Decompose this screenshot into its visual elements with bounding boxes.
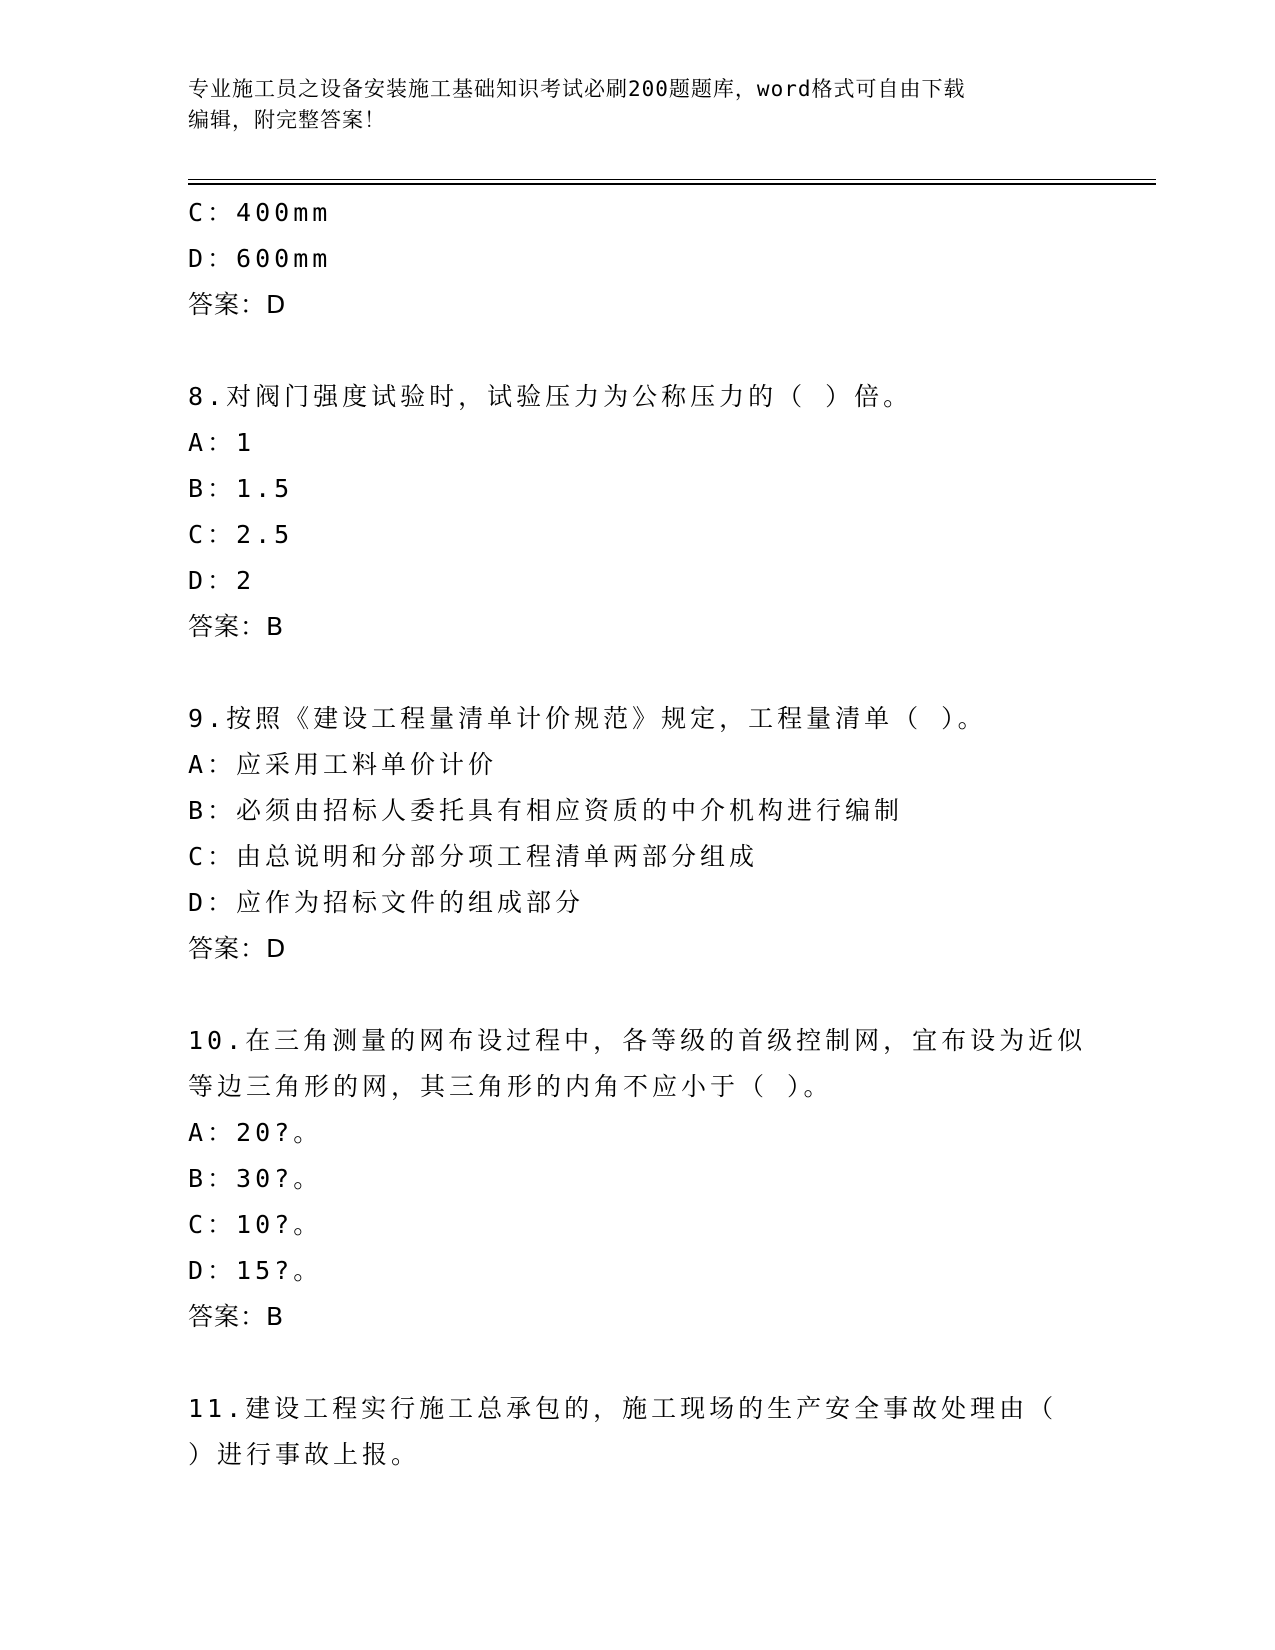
answer-line: 答案：B <box>188 612 285 641</box>
option-d: D：2 <box>188 566 256 595</box>
question-stem-line-1: 11.建设工程实行施工总承包的，施工现场的生产安全事故处理由（ <box>188 1394 1058 1423</box>
option-c: C：400mm <box>188 198 332 227</box>
header-divider-thick <box>188 183 1156 185</box>
option-a: A：20?。 <box>188 1118 323 1147</box>
header-line-1: 专业施工员之设备安装施工基础知识考试必刷200题题库，word格式可自由下载 <box>188 77 966 101</box>
spacer <box>188 972 1088 1018</box>
question-stem-line-2: 等边三角形的网，其三角形的内角不应小于（ ）。 <box>188 1072 833 1101</box>
option-a: A：1 <box>188 428 256 457</box>
question-stem-line-2: ）进行事故上报。 <box>188 1440 421 1469</box>
question-11 <box>188 1386 1088 1478</box>
header-line-2: 编辑，附完整答案！ <box>188 108 386 132</box>
option-c: C：10?。 <box>188 1210 323 1239</box>
spacer <box>188 328 1088 374</box>
question-8 <box>188 374 1088 650</box>
spacer <box>188 650 1088 696</box>
option-c: C：2.5 <box>188 520 294 549</box>
document-header <box>188 74 1088 136</box>
option-a: A：应采用工料单价计价 <box>188 750 498 779</box>
question-stem: 9.按照《建设工程量清单计价规范》规定，工程量清单（ ）。 <box>188 704 987 733</box>
answer-line: 答案：B <box>188 1302 285 1331</box>
question-7-continued <box>188 190 1088 328</box>
spacer <box>188 1340 1088 1386</box>
option-b: B：1.5 <box>188 474 294 503</box>
question-stem: 8.对阀门强度试验时，试验压力为公称压力的（ ）倍。 <box>188 382 913 411</box>
option-d: D：15?。 <box>188 1256 323 1285</box>
option-b: B：30?。 <box>188 1164 323 1193</box>
question-list <box>188 190 1088 1478</box>
option-d: D：应作为招标文件的组成部分 <box>188 888 585 917</box>
answer-line: 答案：D <box>188 290 287 319</box>
option-c: C：由总说明和分部分项工程清单两部分组成 <box>188 842 759 871</box>
question-stem-line-1: 10.在三角测量的网布设过程中，各等级的首级控制网，宜布设为近似 <box>188 1026 1087 1055</box>
answer-line: 答案：D <box>188 934 287 963</box>
option-b: B：必须由招标人委托具有相应资质的中介机构进行编制 <box>188 796 904 825</box>
option-d: D：600mm <box>188 244 332 273</box>
question-10 <box>188 1018 1088 1340</box>
header-divider-thin <box>188 179 1156 180</box>
question-9 <box>188 696 1088 972</box>
